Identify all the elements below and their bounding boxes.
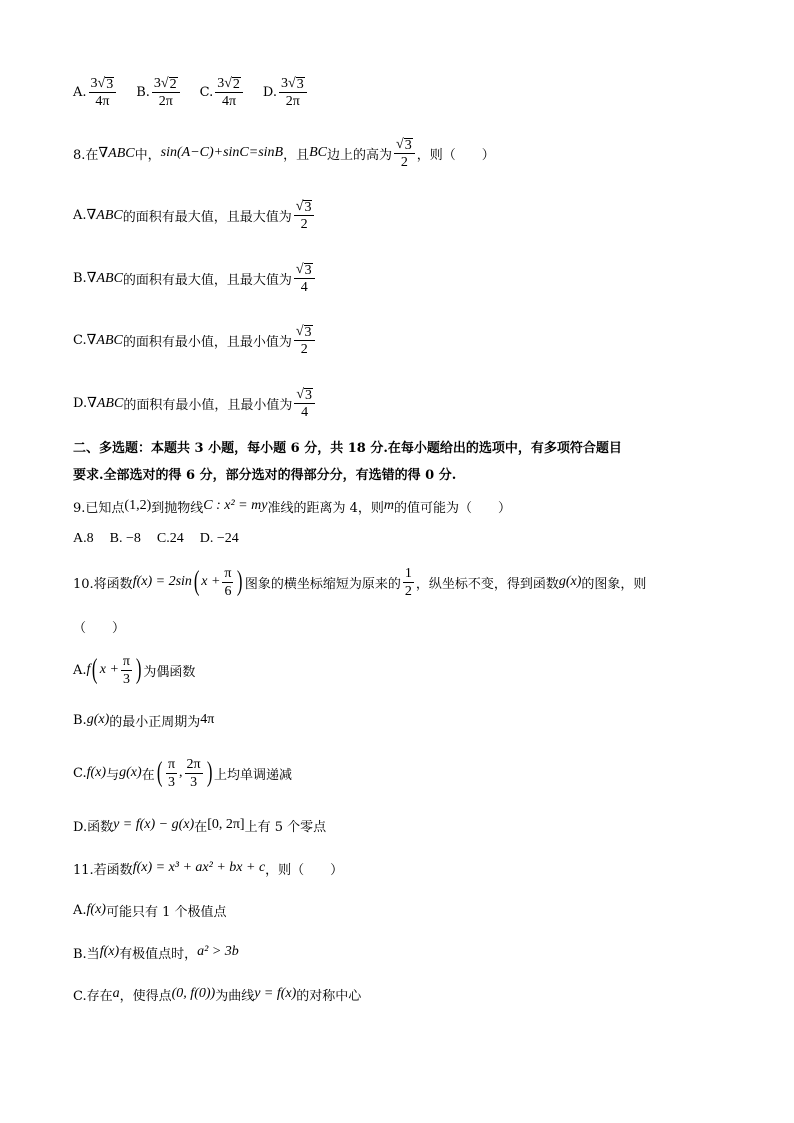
q10-option-d: D.函数 y = f(x) − g(x) 在 [0, 2π] 上有 5 个零点 — [73, 817, 327, 835]
q10-stem: 10.将函数 f(x) = 2sin ( x + $\frac{\pi}{6}$ ) 图象的横坐标缩短为原来的 $\frac{1}{2}$ ，纵坐标不变，得到函数 g(x) 的图象，则 — [73, 565, 647, 599]
q11-stem: 11.若函数 f(x) = x³ + ax² + bx + c ，则（ ） — [73, 860, 344, 878]
q8-option-a: A. ∇ABC 的面积有最大值，且最大值为 √ 3 2 — [73, 200, 316, 230]
section2-heading-line1: 二、多选题：本题共 3 小题，每小题 6 分，共 18 分.在每小题给出的选项中，有多项符合题目 — [73, 441, 622, 456]
q9-options — [73, 524, 239, 554]
q9-option-c: C.24 — [156, 531, 184, 546]
q8-option-d: D. ∇ABC 的面积有最小值，且最小值为 √ 3 4 — [73, 388, 317, 418]
q7-option-d: D. 3 √ 3 2π — [263, 76, 309, 109]
q7-option-a: A. 3 √ 3 4π — [73, 76, 118, 109]
q8-stem: 8.在 ∇ABC 中， sin(A−C)+sinC=sinB ，且 BC 边上的高为 √ 3 2 ，则（ ） — [73, 136, 495, 170]
q10-option-b: B. g(x) 的最小正周期为 4π — [73, 712, 215, 730]
q9-stem: 9.已知点 (1,2) 到抛物线 C : x² = my 准线的距离为 4，则 m 的值可能为（ ） — [73, 498, 511, 516]
q10-option-c: C. f(x) 与 g(x) 在 ( $\frac{\pi}{3}$ , $\frac{2\pi}{3}$ ) 上均单调递减 — [73, 756, 292, 790]
q7-option-b: B. 3 √ 2 2π — [136, 76, 181, 109]
q7-option-c: C. 3 √ 2 4π — [200, 76, 245, 109]
q9-option-d: D. −24 — [199, 531, 239, 546]
q8-option-c: C. ∇ABC 的面积有最小值，且最小值为 √ 3 2 — [73, 325, 317, 355]
q11-option-b: B.当 f(x) 有极值点时， a² > 3b — [73, 944, 239, 962]
q9-option-b: B. −8 — [109, 531, 141, 546]
q11-option-a: A. f(x) 可能只有 1 个极值点 — [73, 902, 227, 920]
section2-heading-line2: 要求.全部选对的得 6 分，部分选对的得部分分，有选错的得 0 分. — [73, 468, 457, 483]
q7-options — [73, 77, 327, 107]
q10-stem-continued: （ ） — [73, 620, 126, 636]
q8-option-b: B. ∇ABC 的面积有最大值，且最大值为 √ 3 4 — [73, 263, 317, 293]
q9-option-a: A.8 — [73, 531, 94, 546]
q11-option-c: C.存在 a ，使得点 (0, f(0)) 为曲线 y = f(x) 的对称中心 — [73, 986, 362, 1004]
q10-option-a: A. f ( x + $\frac{\pi}{3}$ ) 为偶函数 — [73, 653, 196, 687]
